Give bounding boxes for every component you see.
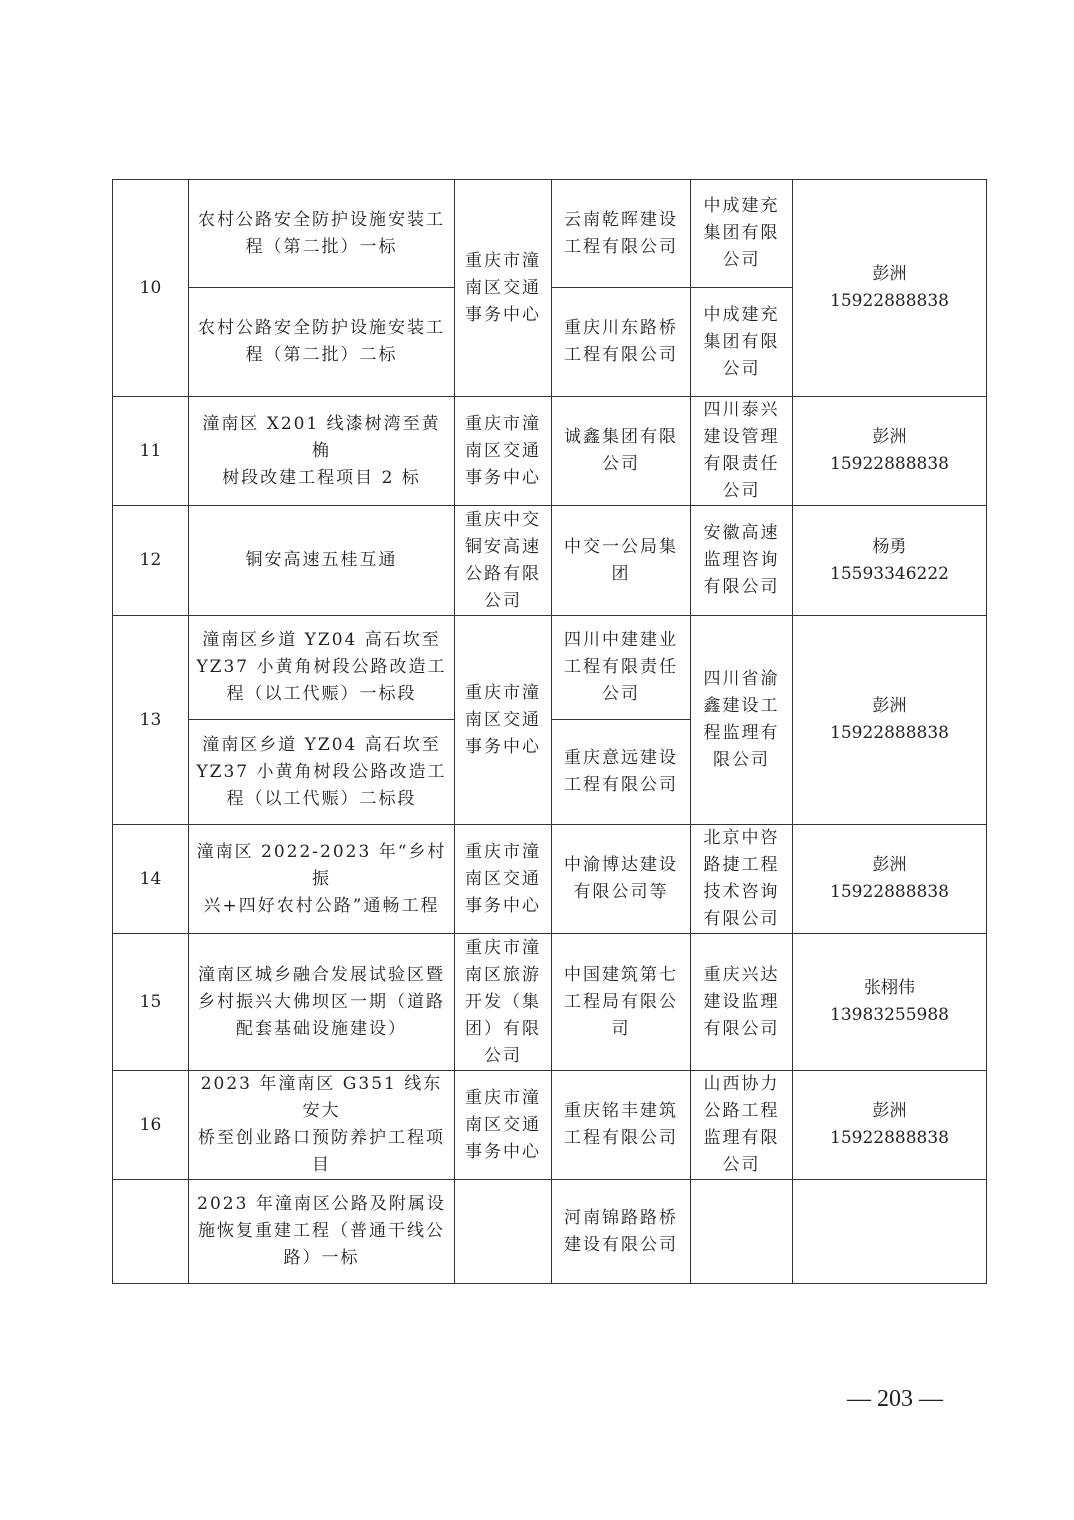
project-name-cell: 潼南区 2022-2023 年“乡村振 兴+四好农村公路”通畅工程 [189,825,455,934]
supervisor-cell: 重庆兴达 建设监理 有限公司 [691,934,793,1071]
row-number-cell: 12 [113,506,189,616]
table-row [113,397,987,506]
contractor-cell: 重庆铭丰建筑 工程有限公司 [552,1071,691,1180]
row-number-cell: 14 [113,825,189,934]
project-name-cell: 潼南区城乡融合发展试验区暨 乡村振兴大佛坝区一期（道路 配套基础设施建设） [189,934,455,1071]
row-number-cell [113,1180,189,1284]
owner-cell: 重庆市潼 南区交通 事务中心 [455,616,552,825]
contractor-cell: 河南锦路路桥 建设有限公司 [552,1180,691,1284]
contact-cell: 彭洲 15922888838 [793,180,987,397]
owner-cell: 重庆中交 铜安高速 公路有限 公司 [455,506,552,616]
table-row [113,506,987,616]
owner-cell: 重庆市潼 南区旅游 开发（集 团）有限 公司 [455,934,552,1071]
contractor-cell: 四川中建建业 工程有限责任 公司 [552,616,691,720]
table-row [113,616,987,720]
row-number-cell: 11 [113,397,189,506]
contact-cell: 彭洲 15922888838 [793,616,987,825]
project-name-cell: 农村公路安全防护设施安装工 程（第二批）二标 [189,288,455,397]
project-name-cell: 潼南区乡道 YZ04 高石坎至 YZ37 小黄角树段公路改造工 程（以工代赈）一标段 [189,616,455,720]
project-table [112,179,987,1284]
project-name-cell: 农村公路安全防护设施安装工 程（第二批）一标 [189,180,455,288]
row-number-cell: 15 [113,934,189,1071]
row-number-cell: 10 [113,180,189,397]
project-name-cell: 潼南区 X201 线漆树湾至黄桷 树段改建工程项目 2 标 [189,397,455,506]
supervisor-cell [691,1180,793,1284]
contact-cell: 杨勇 15593346222 [793,506,987,616]
table-row [113,1071,987,1180]
project-name-cell: 潼南区乡道 YZ04 高石坎至 YZ37 小黄角树段公路改造工 程（以工代赈）二标段 [189,720,455,825]
owner-cell [455,1180,552,1284]
project-name-cell: 2023 年潼南区公路及附属设 施恢复重建工程（普通干线公 路）一标 [189,1180,455,1284]
contractor-cell: 中交一公局集 团 [552,506,691,616]
owner-cell: 重庆市潼 南区交通 事务中心 [455,825,552,934]
supervisor-cell: 山西协力 公路工程 监理有限 公司 [691,1071,793,1180]
supervisor-cell: 中成建充 集团有限 公司 [691,288,793,397]
contact-cell [793,1180,987,1284]
supervisor-cell: 四川省渝 鑫建设工 程监理有 限公司 [691,616,793,825]
contact-cell: 彭洲 15922888838 [793,825,987,934]
supervisor-cell: 四川泰兴 建设管理 有限责任 公司 [691,397,793,506]
owner-cell: 重庆市潼 南区交通 事务中心 [455,397,552,506]
contractor-cell: 云南乾晖建设 工程有限公司 [552,180,691,288]
owner-cell: 重庆市潼 南区交通 事务中心 [455,180,552,397]
contact-cell: 彭洲 15922888838 [793,1071,987,1180]
table-row [113,1180,987,1284]
row-number-cell: 13 [113,616,189,825]
supervisor-cell: 安徽高速 监理咨询 有限公司 [691,506,793,616]
contact-cell: 彭洲 15922888838 [793,397,987,506]
contractor-cell: 中国建筑第七 工程局有限公 司 [552,934,691,1071]
row-number-cell: 16 [113,1071,189,1180]
owner-cell: 重庆市潼 南区交通 事务中心 [455,1071,552,1180]
supervisor-cell: 中成建充 集团有限 公司 [691,180,793,288]
table-row [113,934,987,1071]
table-row [113,825,987,934]
table-row [113,180,987,288]
contact-cell: 张栩伟 13983255988 [793,934,987,1071]
page-number: — 203 — [847,1386,943,1412]
project-name-cell: 铜安高速五桂互通 [189,506,455,616]
supervisor-cell: 北京中咨 路捷工程 技术咨询 有限公司 [691,825,793,934]
contractor-cell: 重庆川东路桥 工程有限公司 [552,288,691,397]
contractor-cell: 重庆意远建设 工程有限公司 [552,720,691,825]
project-name-cell: 2023 年潼南区 G351 线东安大 桥至创业路口预防养护工程项 目 [189,1071,455,1180]
contractor-cell: 诚鑫集团有限 公司 [552,397,691,506]
contractor-cell: 中渝博达建设 有限公司等 [552,825,691,934]
